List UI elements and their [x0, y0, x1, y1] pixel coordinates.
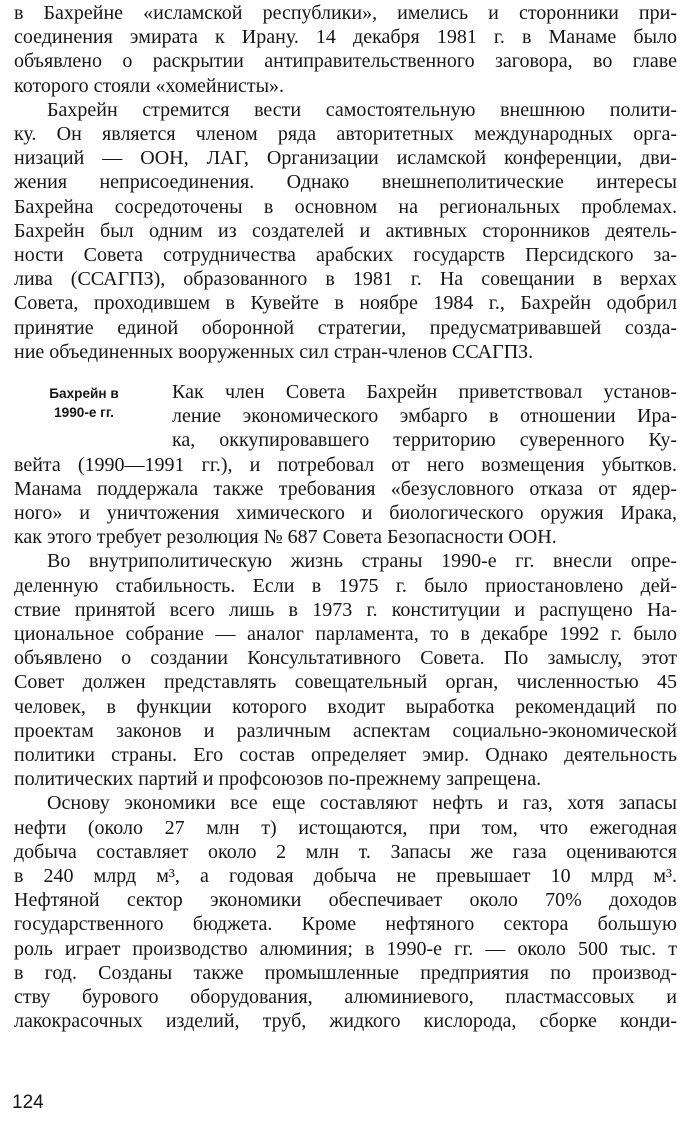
page-number: 124 [12, 1092, 44, 1113]
text-line: лива (ССАГПЗ), образованного в 1981 г. На совещании в верхах [14, 268, 677, 291]
text-line: жения неприсоединения. Однако внешнеполитические интересы [14, 171, 677, 194]
text-line: соединения эмирата к Ирану. 14 декабря 1981 г. в Манаме было [14, 26, 677, 49]
text-line: Основу экономики все еще составляют нефть и газ, хотя запасы [47, 792, 677, 815]
text-line: Бахрейн стремится вести самостоятельную внешнюю полити- [47, 98, 677, 121]
margin-note-line: Бахрейн в [49, 386, 119, 401]
text-line: ству бурового оборудования, алюминиевого, пластмассовых и [14, 986, 677, 1008]
text-line: ление экономического эмбарго в отношении Ира- [172, 405, 677, 428]
text-line: деленную стабильность. Если в 1975 г. было приостановлено дей- [14, 574, 677, 597]
text-line: политики страны. Его состав определяет эмир. Однако деятельность [14, 744, 677, 766]
text-line: ние объединенных вооруженных сил стран-членов ССАГПЗ. [14, 340, 534, 363]
text-line: ствие принятой всего лишь в 1973 г. конституции и распущено На- [14, 598, 677, 621]
text-line: проектам законов и различным аспектам социально-экономической [14, 719, 677, 742]
margin-note [14, 384, 154, 422]
text-line: ку. Он является членом ряда авторитетных международных орга- [14, 123, 677, 145]
text-line: ности Совета сотрудничества арабских государств Персидского за- [14, 244, 677, 266]
text-line: принятие единой оборонной стратегии, предусматривавшей созда- [14, 316, 677, 339]
text-line: Как член Совета Бахрейн приветствовал установ- [172, 381, 677, 403]
text-line: нефти (около 27 млн т) истощаются, при том, что ежегодная [14, 816, 677, 839]
text-line: политических партий и профсоюзов по-прежнему запрещена. [14, 768, 542, 791]
text-line: в Бахрейне «исламской республики», имелись и сторонники при- [14, 2, 677, 24]
text-line: циональное собрание — аналог парламента, то в декабре 1992 г. было [14, 623, 677, 645]
margin-note-line: 1990-е гг. [54, 405, 114, 420]
text-line: добыча составляет около 2 млн т. Запасы же газа оцениваются [14, 840, 677, 863]
text-line: человек, в функции которого входит выработка рекомендаций по [14, 695, 677, 718]
text-line: в 240 млрд м³, а годовая добыча не превышает 10 млрд м³. [14, 865, 677, 887]
text-line: Бахрейн был одним из создателей и активных сторонников деятель- [14, 219, 677, 242]
text-line: Совета, проходившем в Кувейте в ноябре 1984 г., Бахрейн одобрил [14, 292, 677, 315]
text-line: роль играет производство алюминия; в 1990-е гг. — около 500 тыс. т [14, 937, 677, 960]
text-line: низаций — ООН, ЛАГ, Организации исламской конференции, дви- [14, 147, 677, 170]
text-line: ного» и уничтожения химического и биологического оружия Ирака, [14, 502, 677, 524]
text-line: Во внутриполитическую жизнь страны 1990-е гг. внесли опре- [47, 550, 677, 573]
text-line: ка, оккупировавшего территорию суверенного Ку- [172, 429, 677, 452]
text-line: Нефтяной сектор экономики обеспечивает около 70% доходов [14, 889, 677, 912]
text-line: вейта (1990—1991 гг.), и потребовал от него возмещения убытков. [14, 453, 677, 476]
text-line: лакокрасочных изделий, труб, жидкого кислорода, сборке конди- [14, 1010, 677, 1033]
text-line: в год. Созданы также промышленные предприятия по производ- [14, 961, 677, 984]
text-line: Совет должен представлять совещательный орган, численностью 45 [14, 671, 677, 694]
text-line: которого стояли «хомейнисты». [14, 74, 285, 97]
text-line: Бахрейна сосредоточены в основном на региональных проблемах. [14, 195, 677, 218]
text-line: как этого требует резолюция № 687 Совета Безопасности ООН. [14, 526, 557, 549]
text-line: Манама поддержала также требования «безусловного отказа от ядер- [14, 477, 677, 500]
text-line: государственного бюджета. Кроме нефтяного сектора большую [14, 913, 677, 936]
text-line: объявлено о создании Консультативного Совета. По замыслу, этот [14, 647, 677, 670]
text-line: объявлено о раскрытии антиправительственного заговора, во главе [14, 50, 677, 73]
